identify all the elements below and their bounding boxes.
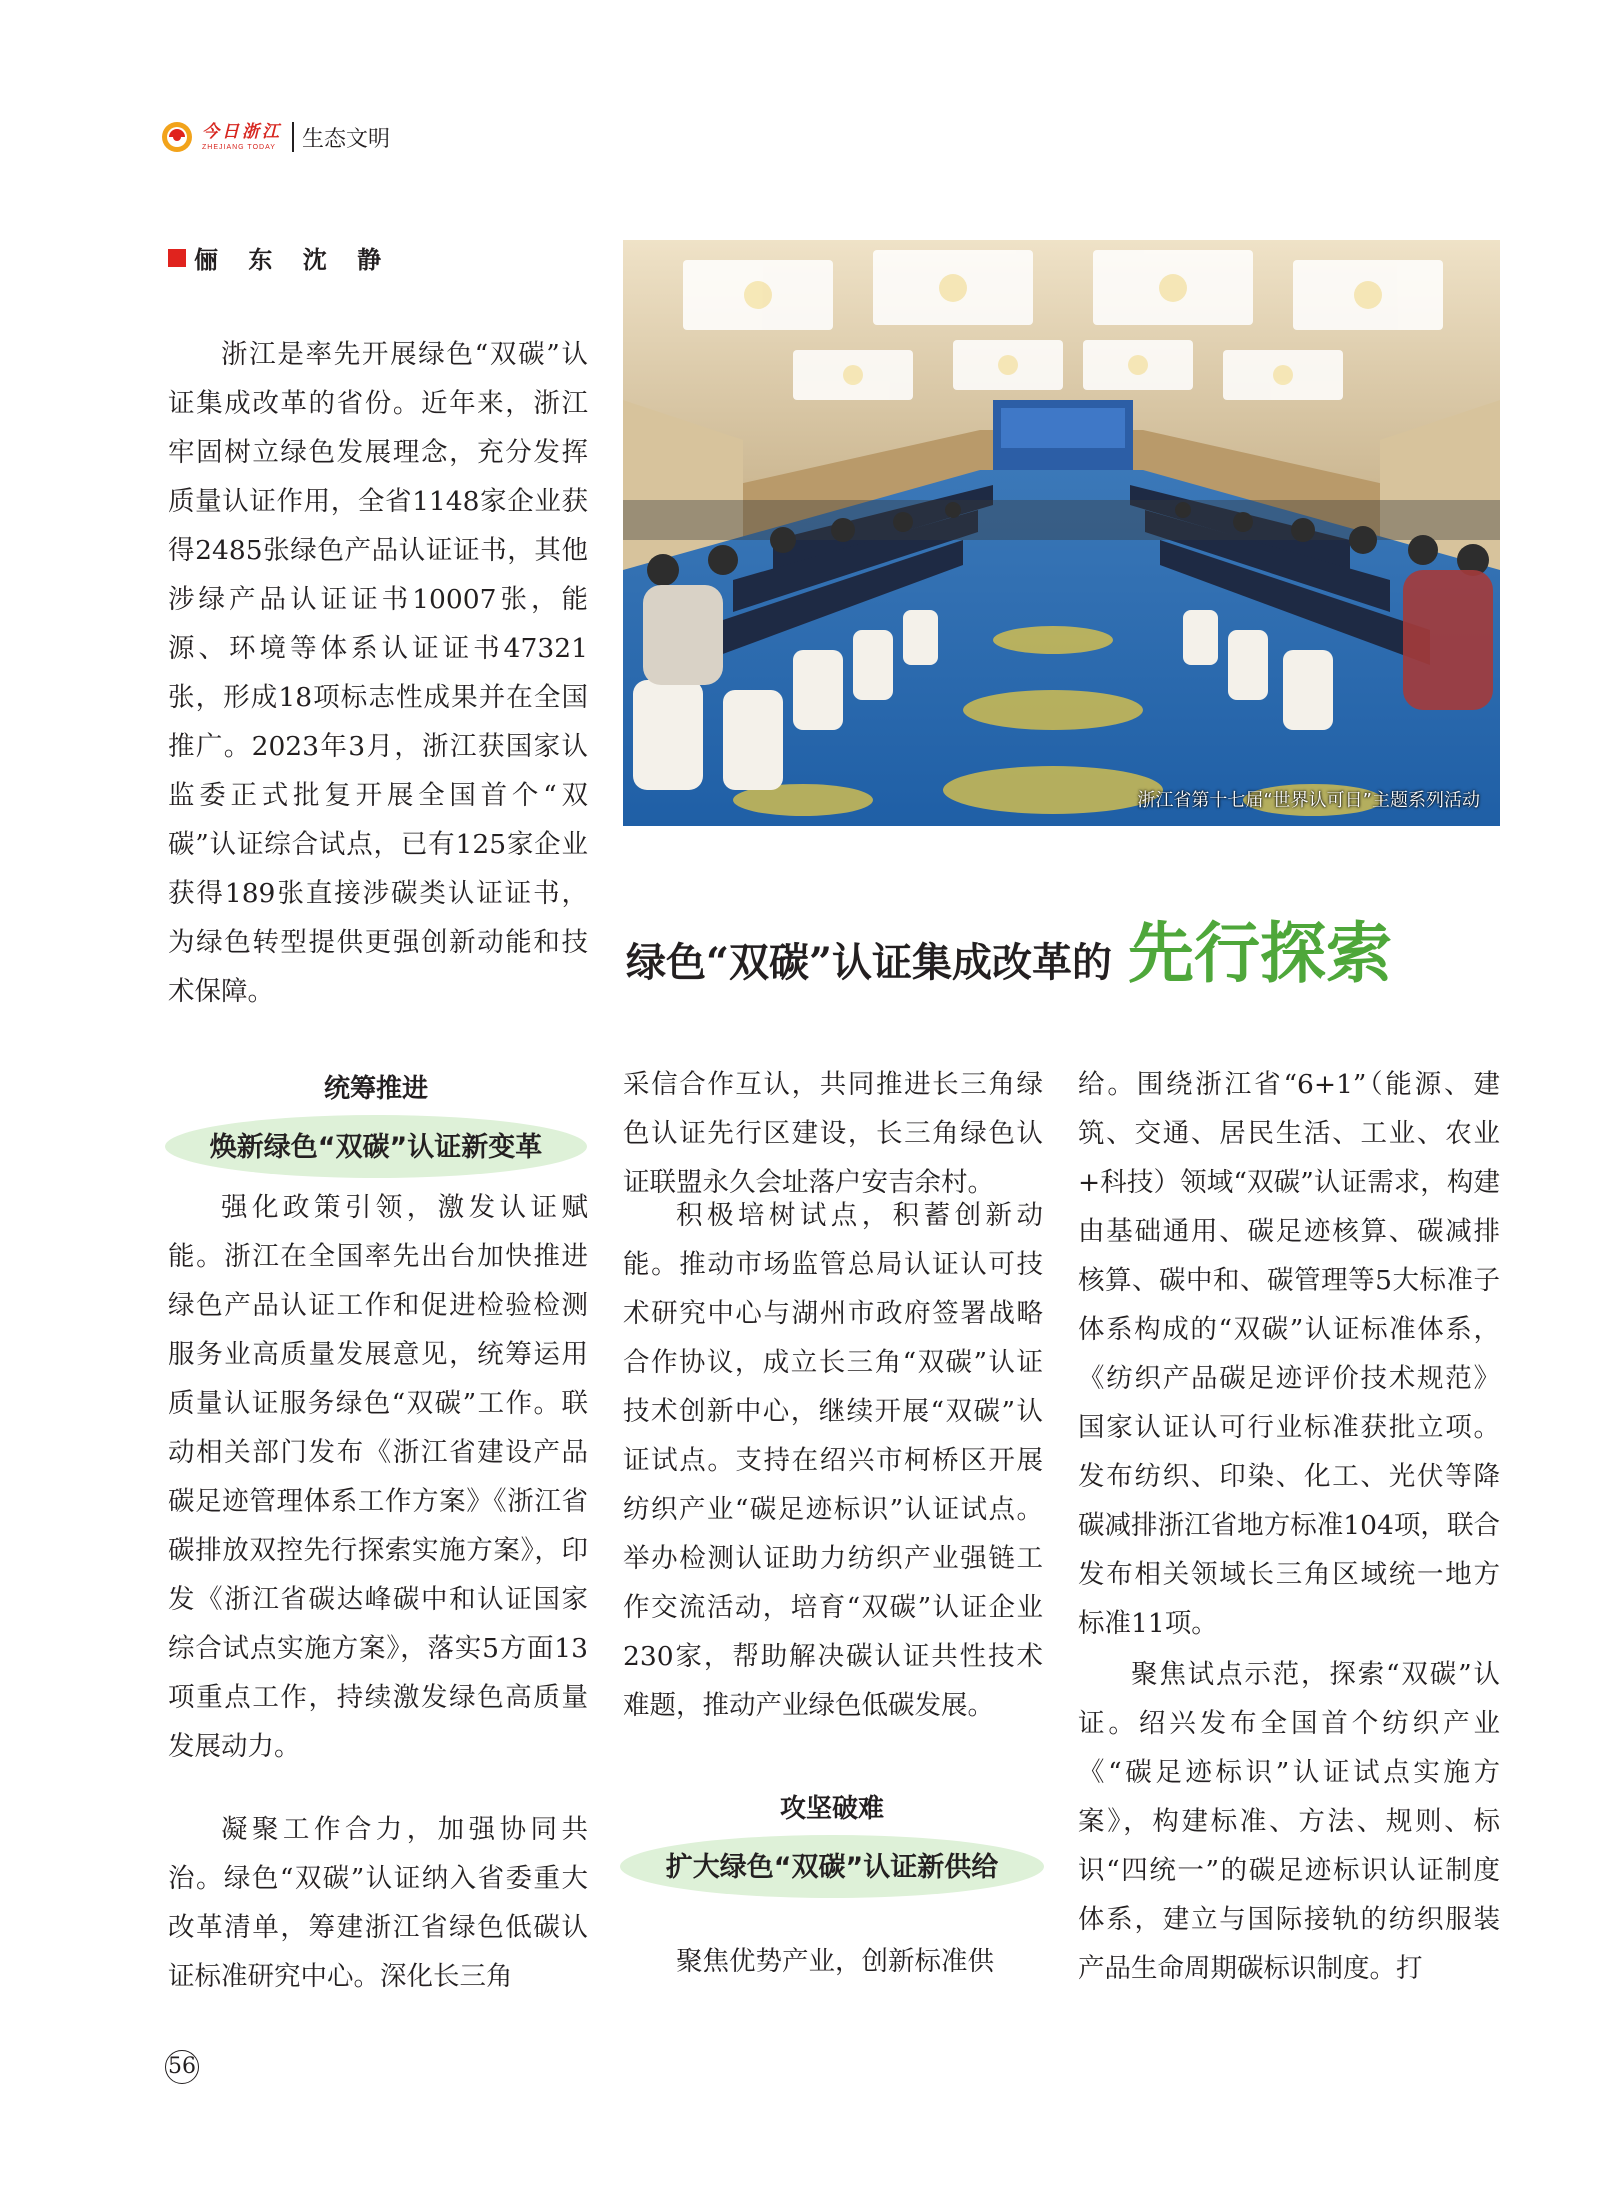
section-2-kicker: 攻坚破难 xyxy=(779,1794,884,1824)
header-divider xyxy=(292,122,294,152)
conference-photo xyxy=(623,240,1500,826)
logo-chinese-name: 今日浙江 xyxy=(202,121,282,142)
paragraph-text: 聚焦试点示范，探索“双碳”认证。绍兴发布全国首个纺织产业《“碳足迹标识”认证试点实施方案》，构建标准、方法、规则、标识“四统一”的碳足迹标识认证制度体系，建立与国际接轨的纺织服装产品生命周期碳标识制度。打 xyxy=(1078,1659,1500,1984)
article-title xyxy=(626,900,1392,995)
title-accent: 先行探索 xyxy=(1128,915,1393,992)
byline xyxy=(168,240,392,275)
paragraph-text: 给。围绕浙江省“6+1”（能源、建筑、交通、居民生活、工业、农业+科技）领域“双碳”认证需求，构建由基础通用、碳足迹核算、碳减排核算、碳中和、碳管理等5大标准子体系构成的“双碳”认证标准体系，《纺织产品碳足迹评价技术规范》国家认证认可行业标准获批立项。发布纺织、印染、化工、光伏等降碳减排浙江省地方标准104项，联合发布相关领域长三角区域统一地方标准11项。 xyxy=(1078,1069,1500,1639)
section-1-kicker: 统筹推进 xyxy=(323,1074,428,1104)
section-1-subhead xyxy=(165,1068,587,1178)
paragraph-text: 凝聚工作合力，加强协同共治。绿色“双碳”认证纳入省委重大改革清单，筹建浙江省绿色低碳认证标准研究中心。深化长三角 xyxy=(168,1814,588,1992)
magazine-header xyxy=(160,120,390,154)
photo-caption: 浙江省第十七届“世界认可日”主题系列活动 xyxy=(1137,790,1480,811)
paragraph-text: 聚焦优势产业，创新标准供 xyxy=(676,1946,994,1977)
paragraph-text: 强化政策引领，激发认证赋能。浙江在全国率先出台加快推进绿色产品认证工作和促进检验检测服务业高质量发展意见，统筹运用质量认证服务绿色“双碳”工作。联动相关部门发布《浙江省建设产品碳足迹管理体系工作方案》《浙江省碳排放双控先行探索实施方案》，印发《浙江省碳达峰碳中和认证国家综合试点实施方案》，落实5方面13项重点工作，持续激发绿色高质量发展动力。 xyxy=(168,1192,588,1762)
title-main: 绿色“双碳”认证集成改革的 xyxy=(626,939,1113,986)
author-names: 俪 东 沈 静 xyxy=(194,246,393,274)
conference-hall-image xyxy=(623,240,1500,826)
sun-logo-icon xyxy=(160,120,194,154)
section-2-paragraph-1 xyxy=(623,1937,1043,1986)
intro-paragraph: 浙江是率先开展绿色“双碳”认证集成改革的省份。近年来，浙江牢固树立绿色发展理念，充分发挥质量认证作用，全省1148家企业获得2485张绿色产品认证证书，其他涉绿产品认证证书10007张，能源、环境等体系认证证书47321张，形成18项标志性成果并在全国推广。2023年3月，浙江获国家认监委正式批复开展全国首个“双碳”认证综合试点，已有125家企业获得189张直接涉碳类认证证书，为绿色转型提供更强创新动能和技术保障。 xyxy=(168,339,588,1007)
section-name: 生态文明 xyxy=(302,126,391,152)
section-1-paragraph-1 xyxy=(168,1183,588,1771)
magazine-logo xyxy=(202,121,282,151)
section-1-paragraph-3 xyxy=(623,1191,1043,1730)
logo-english-name: ZHEJIANG TODAY xyxy=(202,143,276,151)
section-2-paragraph-1-continued xyxy=(1078,1060,1500,1648)
section-2-subhead xyxy=(620,1788,1044,1898)
section-1-headline: 焕新绿色“双碳”认证新变革 xyxy=(165,1115,587,1178)
section-2-headline: 扩大绿色“双碳”认证新供给 xyxy=(620,1835,1044,1898)
section-1-paragraph-2-continued xyxy=(623,1060,1043,1207)
paragraph-text: 积极培树试点，积蓄创新动能。推动市场监管总局认证认可技术研究中心与湖州市政府签署战略合作协议，成立长三角“双碳”认证技术创新中心，继续开展“双碳”认证试点。支持在绍兴市柯桥区开展纺织产业“碳足迹标识”认证试点。举办检测认证助力纺织产业强链工作交流活动，培育“双碳”认证企业230家，帮助解决碳认证共性技术难题，推动产业绿色低碳发展。 xyxy=(623,1200,1043,1721)
section-1-paragraph-2 xyxy=(168,1805,588,2001)
byline-square-icon xyxy=(168,249,186,267)
intro-text xyxy=(168,330,588,1016)
page-number: 56 xyxy=(165,2050,199,2084)
section-2-paragraph-2 xyxy=(1078,1650,1500,1993)
paragraph-text: 采信合作互认，共同推进长三角绿色认证先行区建设，长三角绿色认证联盟永久会址落户安吉余村。 xyxy=(623,1069,1043,1198)
